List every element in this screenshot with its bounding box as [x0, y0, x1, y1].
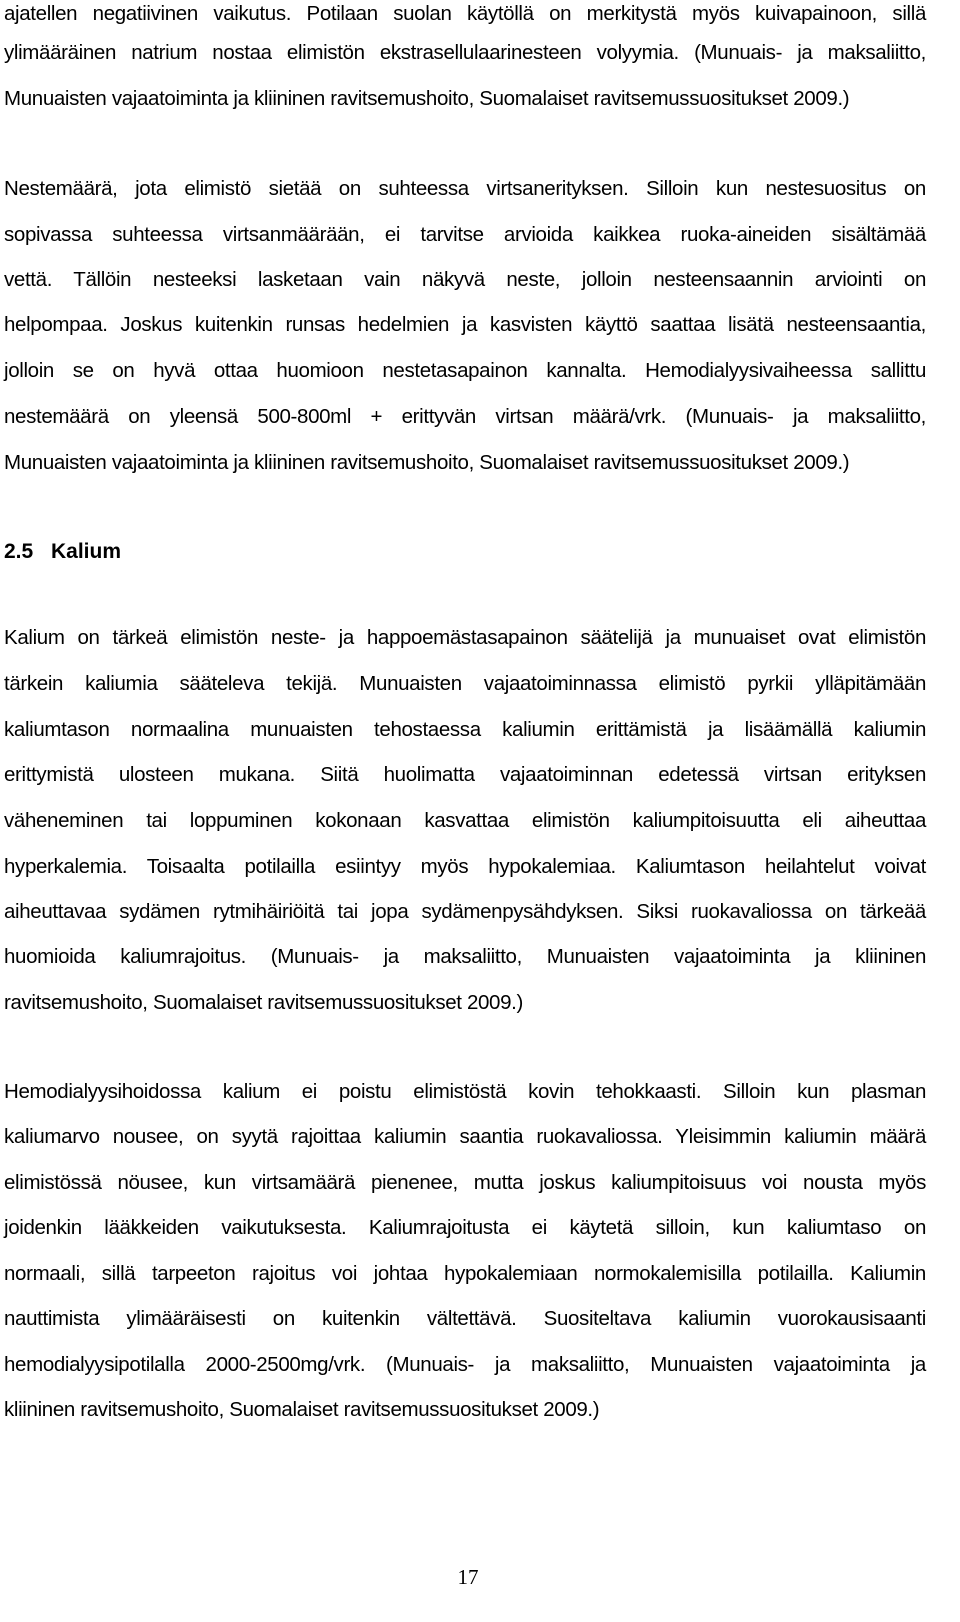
page-number: 17: [457, 1565, 479, 1589]
text-line: jolloin se on hyvä ottaa huomioon nestetasapainon kannalta. Hemodialyysivaiheessa sallittu: [4, 359, 926, 382]
text-line: elimistössä nöusee, kun virtsamäärä pienenee, mutta joskus kaliumpitoisuus voi nousta myös: [4, 1171, 926, 1194]
text-line: ajatellen negatiivinen vaikutus. Potilaan suolan käytöllä on merkitystä myös kuivapainoon, sillä: [4, 2, 926, 25]
text-line: huomioida kaliumrajoitus. (Munuais- ja maksaliitto, Munuaisten vajaatoiminta ja kliininen: [4, 945, 926, 968]
text-line: vettä. Tällöin nesteeksi lasketaan vain näkyvä neste, jolloin nesteensaannin arviointi on: [4, 268, 926, 291]
text-line: kaliumtason normaalina munuaisten tehostaessa kaliumin erittämistä ja lisäämällä kaliumin: [4, 718, 926, 741]
text-line: helpompaa. Joskus kuitenkin runsas hedelmien ja kasvisten käyttö saattaa lisätä nesteensaantia,: [4, 313, 926, 336]
text-line: normaali, sillä tarpeeton rajoitus voi johtaa hypokalemiaan normokalemisilla potilailla. Kaliumin: [4, 1262, 926, 1285]
text-line: aiheuttavaa sydämen rytmihäiriöitä tai jopa sydämenpysähdyksen. Siksi ruokavaliossa on tärkeää: [4, 900, 926, 923]
text-line: hyperkalemia. Toisaalta potilailla esiintyy myös hypokalemiaa. Kaliumtason heilahtelut voivat: [4, 855, 926, 878]
text-line: hemodialyysipotilalla 2000-2500mg/vrk. (Munuais- ja maksaliitto, Munuaisten vajaatoiminta ja: [4, 1353, 926, 1376]
text-line: väheneminen tai loppuminen kokonaan kasvattaa elimistön kaliumpitoisuutta eli aiheuttaa: [4, 809, 926, 832]
text-line: Kalium on tärkeä elimistön neste- ja happoemästasapainon säätelijä ja munuaiset ovat elimistön: [4, 626, 926, 649]
text-line: nauttimista ylimääräisesti on kuitenkin vältettävä. Suositeltava kaliumin vuorokausisaanti: [4, 1307, 926, 1330]
section-number: 2.5: [4, 540, 34, 563]
text-line: ravitsemushoito, Suomalaiset ravitsemussuositukset 2009.): [4, 991, 523, 1014]
text-line: kliininen ravitsemushoito, Suomalaiset ravitsemussuositukset 2009.): [4, 1398, 600, 1421]
text-line: sopivassa suhteessa virtsanmäärään, ei tarvitse arvioida kaikkea ruoka-aineiden sisältämää: [4, 223, 926, 246]
text-line: tärkein kaliumia sääteleva tekijä. Munuaisten vajaatoiminnassa elimistö pyrkii ylläpitämään: [4, 672, 926, 695]
text-line: Hemodialyysihoidossa kalium ei poistu elimistöstä kovin tehokkaasti. Silloin kun plasman: [4, 1080, 926, 1103]
text-line: Munuaisten vajaatoiminta ja kliininen ravitsemushoito, Suomalaiset ravitsemussuositukset 2009.): [4, 451, 850, 474]
text-line: nestemäärä on yleensä 500-800ml + erittyvän virtsan määrä/vrk. (Munuais- ja maksaliitto,: [4, 405, 926, 428]
text-line: ylimääräinen natrium nostaa elimistön ekstrasellulaarinesteen volyymia. (Munuais- ja maksaliitto,: [4, 41, 926, 64]
text-line: erittymistä ulosteen mukana. Siitä huolimatta vajaatoiminnan edetessä virtsan erityksen: [4, 763, 926, 786]
text-line: joidenkin lääkkeiden vaikutuksesta. Kaliumrajoitusta ei käytetä silloin, kun kaliumtaso on: [4, 1216, 926, 1239]
section-title: Kalium: [51, 540, 122, 563]
text-line: Nestemäärä, jota elimistö sietää on suhteessa virtsanerityksen. Silloin kun nestesuositus on: [4, 177, 926, 200]
section-heading: [4, 537, 121, 567]
text-line: kaliumarvo nousee, on syytä rajoittaa kaliumin saantia ruokavaliossa. Yleisimmin kaliumin määrä: [4, 1125, 926, 1148]
text-line: Munuaisten vajaatoiminta ja kliininen ravitsemushoito, Suomalaiset ravitsemussuositukset 2009.): [4, 87, 850, 110]
